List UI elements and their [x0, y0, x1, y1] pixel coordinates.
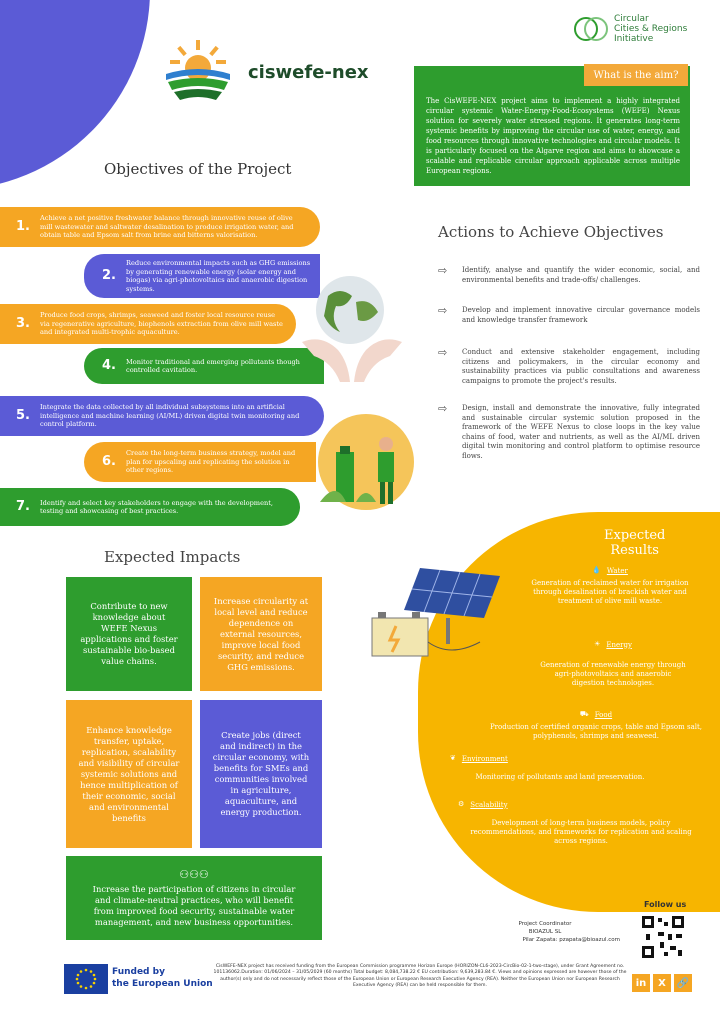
objective-text: Create the long-term business strategy, model and plan for upscaling and replicating the solution in other regions. — [126, 449, 296, 475]
objective-item — [0, 396, 324, 436]
water-drop-icon: 💧 — [592, 566, 601, 574]
ciswefe-logo-icon — [158, 34, 238, 104]
energy-bulb-icon: ☀ — [594, 640, 601, 648]
result-text: Generation of renewable energy through agri-photovoltaics and anaerobic digestion technologies. — [540, 661, 686, 687]
arrow-right-icon: ⇨ — [438, 402, 448, 415]
action-text: Conduct and extensive stakeholder engagement, including citizens and policymakers, in the circular economy and sustainability practices via public consultations and awareness campaigns to promote the project's results. — [462, 348, 700, 385]
objective-text: Achieve a net positive freshwater balance through innovative reuse of olive mill wastewater and saltwater desalination to produce irrigation water, and obtain table and Epsom salt from brine and bitterns valorisation. — [40, 214, 294, 240]
linkedin-icon[interactable]: in — [632, 974, 650, 992]
eu-funding-line: the European Union — [112, 979, 213, 989]
result-heading: Environment — [461, 754, 508, 763]
objective-number: 7. — [16, 498, 30, 514]
result-text: Production of certified organic crops, table and Epsom salt, polyphenols, shrimps and seaweed. — [489, 723, 703, 740]
objective-item — [84, 254, 320, 298]
partner-line: Initiative — [614, 34, 654, 44]
eu-funding-line: Funded by — [112, 967, 165, 977]
result-item — [520, 566, 700, 606]
objective-item — [0, 304, 296, 344]
funding-disclaimer: CisWEFE-NEX project has received funding from the European Commission programme Horizon Europe (HORIZON-CL6-2023-CircBio-02-1-two-stage), under Grant Agreement no. 101136062.Duration: 01/06/2024 – 31/05/2029 (60 months) Total budget: 8,084,738.22 € EU contribution: 9,639,283.84 €. Views and opinions expressed are however those of the author(s) only and do not necessarily reflect those of the European Union or European Research Executive Agency (REA). Neither the European Union nor European Research Executive Agency (REA) can be held responsible for them. — [213, 964, 627, 989]
result-heading: Water — [606, 566, 628, 575]
globe-hands-icon — [292, 262, 412, 386]
impact-tile — [66, 577, 192, 691]
objective-text: Monitor traditional and emerging pollutants though controlled cavitation. — [126, 357, 300, 374]
objective-text: Integrate the data collected by all individual subsystems into an artificial intelligence and machine learning (AI/ML) driven digital twin monitoring and control platform. — [40, 403, 300, 429]
action-item — [438, 306, 700, 325]
impact-tile — [66, 700, 192, 848]
result-heading: Scalability — [470, 800, 508, 809]
partner-line: Circular — [614, 14, 649, 24]
result-item — [440, 754, 680, 782]
qr-code-icon[interactable] — [640, 914, 686, 960]
impact-text: Increase circularity at local level and reduce dependence on external resources, improve local food security, and reduce GHG emissions. — [213, 595, 309, 672]
result-heading: Food — [594, 710, 613, 719]
result-text: Development of long-term business models, policy recommendations, and frameworks for replication and scaling across regions. — [470, 819, 692, 845]
arrow-right-icon: ⇨ — [438, 346, 448, 359]
result-item — [454, 800, 700, 846]
action-item — [438, 404, 700, 461]
impact-text: Contribute to new knowledge about WEFE Nexus applications and foster sustainable bio-based value chains. — [80, 601, 178, 666]
impact-tile — [200, 577, 322, 691]
objective-text: Reduce environmental impacts such as GHG emissions by generating renewable energy (solar energy and biogas) via agri-photovoltaics and anaerobic digestion systems. — [126, 259, 311, 293]
action-text: Design, install and demonstrate the innovative, fully integrated and sustainable circular systemic solution proposed in the framework of the WEFE Nexus to close loops in the key value chains of food, water and nutrients, as well as the AI/ML driven digital twin monitoring and control platform to optimise resource flows. — [462, 404, 700, 460]
objective-number: 5. — [16, 407, 30, 423]
objective-number: 1. — [16, 218, 30, 234]
scalability-icon: ⚙ — [458, 800, 465, 808]
arrow-right-icon: ⇨ — [438, 304, 448, 317]
eu-flag-icon — [64, 964, 108, 994]
coordinator-title: Project Coordinator — [518, 921, 572, 927]
results-title — [604, 528, 665, 558]
x-twitter-icon[interactable]: X — [653, 974, 671, 992]
impact-text: Create jobs (direct and indirect) in the circular economy, with benefits for SMEs and communities involved in agriculture, aquaculture, and energy production. — [212, 730, 310, 817]
result-heading: Energy — [606, 640, 632, 649]
result-item — [538, 640, 688, 688]
leaf-icon: ❦ — [450, 754, 456, 762]
eu-funding-label — [112, 966, 213, 990]
impact-tile — [200, 700, 322, 848]
social-links — [632, 974, 692, 992]
result-text: Monitoring of pollutants and land preservation. — [475, 773, 645, 781]
objective-item — [84, 348, 324, 384]
objectives-title: Objectives of the Project — [104, 160, 292, 178]
aim-tag: What is the aim? — [584, 64, 688, 86]
objective-number: 6. — [102, 453, 116, 469]
coordinator-org: BIOAZUL SL — [528, 929, 562, 935]
arrow-right-icon: ⇨ — [438, 264, 448, 277]
link-icon[interactable]: 🔗 — [674, 974, 692, 992]
impact-tile-wide — [66, 856, 322, 940]
actions-title: Actions to Achieve Objectives — [438, 223, 664, 241]
people-icon: ⚇⚇⚇ — [179, 867, 209, 881]
result-item — [486, 710, 706, 741]
action-text: Develop and implement innovative circular governance models and knowledge transfer framework — [462, 306, 700, 324]
coordinator-block — [470, 920, 620, 944]
objective-number: 2. — [102, 267, 116, 283]
objective-item — [0, 207, 320, 247]
impact-text: Enhance knowledge transfer, uptake, replication, scalability and visibility of circular systemic solutions and hence multiplication of their economic, social and environmental benefits — [78, 724, 180, 823]
solar-panel-battery-icon — [360, 562, 520, 666]
objective-item — [84, 442, 316, 482]
farmer-illustration-icon — [306, 410, 416, 514]
circular-cities-logo-icon — [572, 12, 610, 46]
action-item — [438, 266, 700, 285]
brand-name: ciswefe-nex — [248, 62, 369, 83]
action-text: Identify, analyse and quantify the wider economic, social, and environmental benefits and trade-offs/ challenges. — [462, 266, 700, 284]
objective-text: Produce food crops, shrimps, seaweed and foster local resource reuse via regenerative agriculture, biophenols extraction from olive mill waste and integrated multi-trophic aquaculture. — [40, 311, 283, 337]
objective-number: 3. — [16, 315, 30, 331]
objective-item — [0, 488, 300, 526]
follow-us-label: Follow us — [644, 900, 687, 909]
impact-text: Increase the participation of citizens in circular and climate-neutral practices, who will benefit from improved food security, sustainable water management, and new business opportunities. — [92, 883, 296, 927]
impacts-title: Expected Impacts — [104, 548, 241, 566]
result-text: Generation of reclaimed water for irrigation through desalination of brackish water and treatment of olive mill waste. — [531, 579, 689, 605]
food-tractor-icon: ⛟ — [579, 710, 589, 718]
coordinator-person: Pilar Zapata: pzapata@bioazul.com — [522, 937, 620, 943]
objective-text: Identify and select key stakeholders to engage with the development, testing and showcasing of best practices. — [40, 498, 273, 515]
action-item — [438, 348, 700, 386]
objective-number: 4. — [102, 357, 116, 373]
aim-text: The CisWEFE-NEX project aims to implement a highly integrated circular systemic Water-Energy-Food-Ecosystems (WEFE) Nexus solution for severely water stressed regions. It generates long-term systemic benefits by improving the circular use of water, energy, and food resources through innovative technologies and circular models. It is particularly focused on the Algarve region and aims to showcase a scalable and replicable circular approach applicable across multiple European regions. — [426, 97, 680, 175]
results-title-line: Results — [610, 543, 659, 558]
results-title-line: Expected — [604, 528, 666, 543]
partner-line: Cities & Regions — [614, 24, 688, 34]
partner-logo-text — [614, 14, 687, 44]
